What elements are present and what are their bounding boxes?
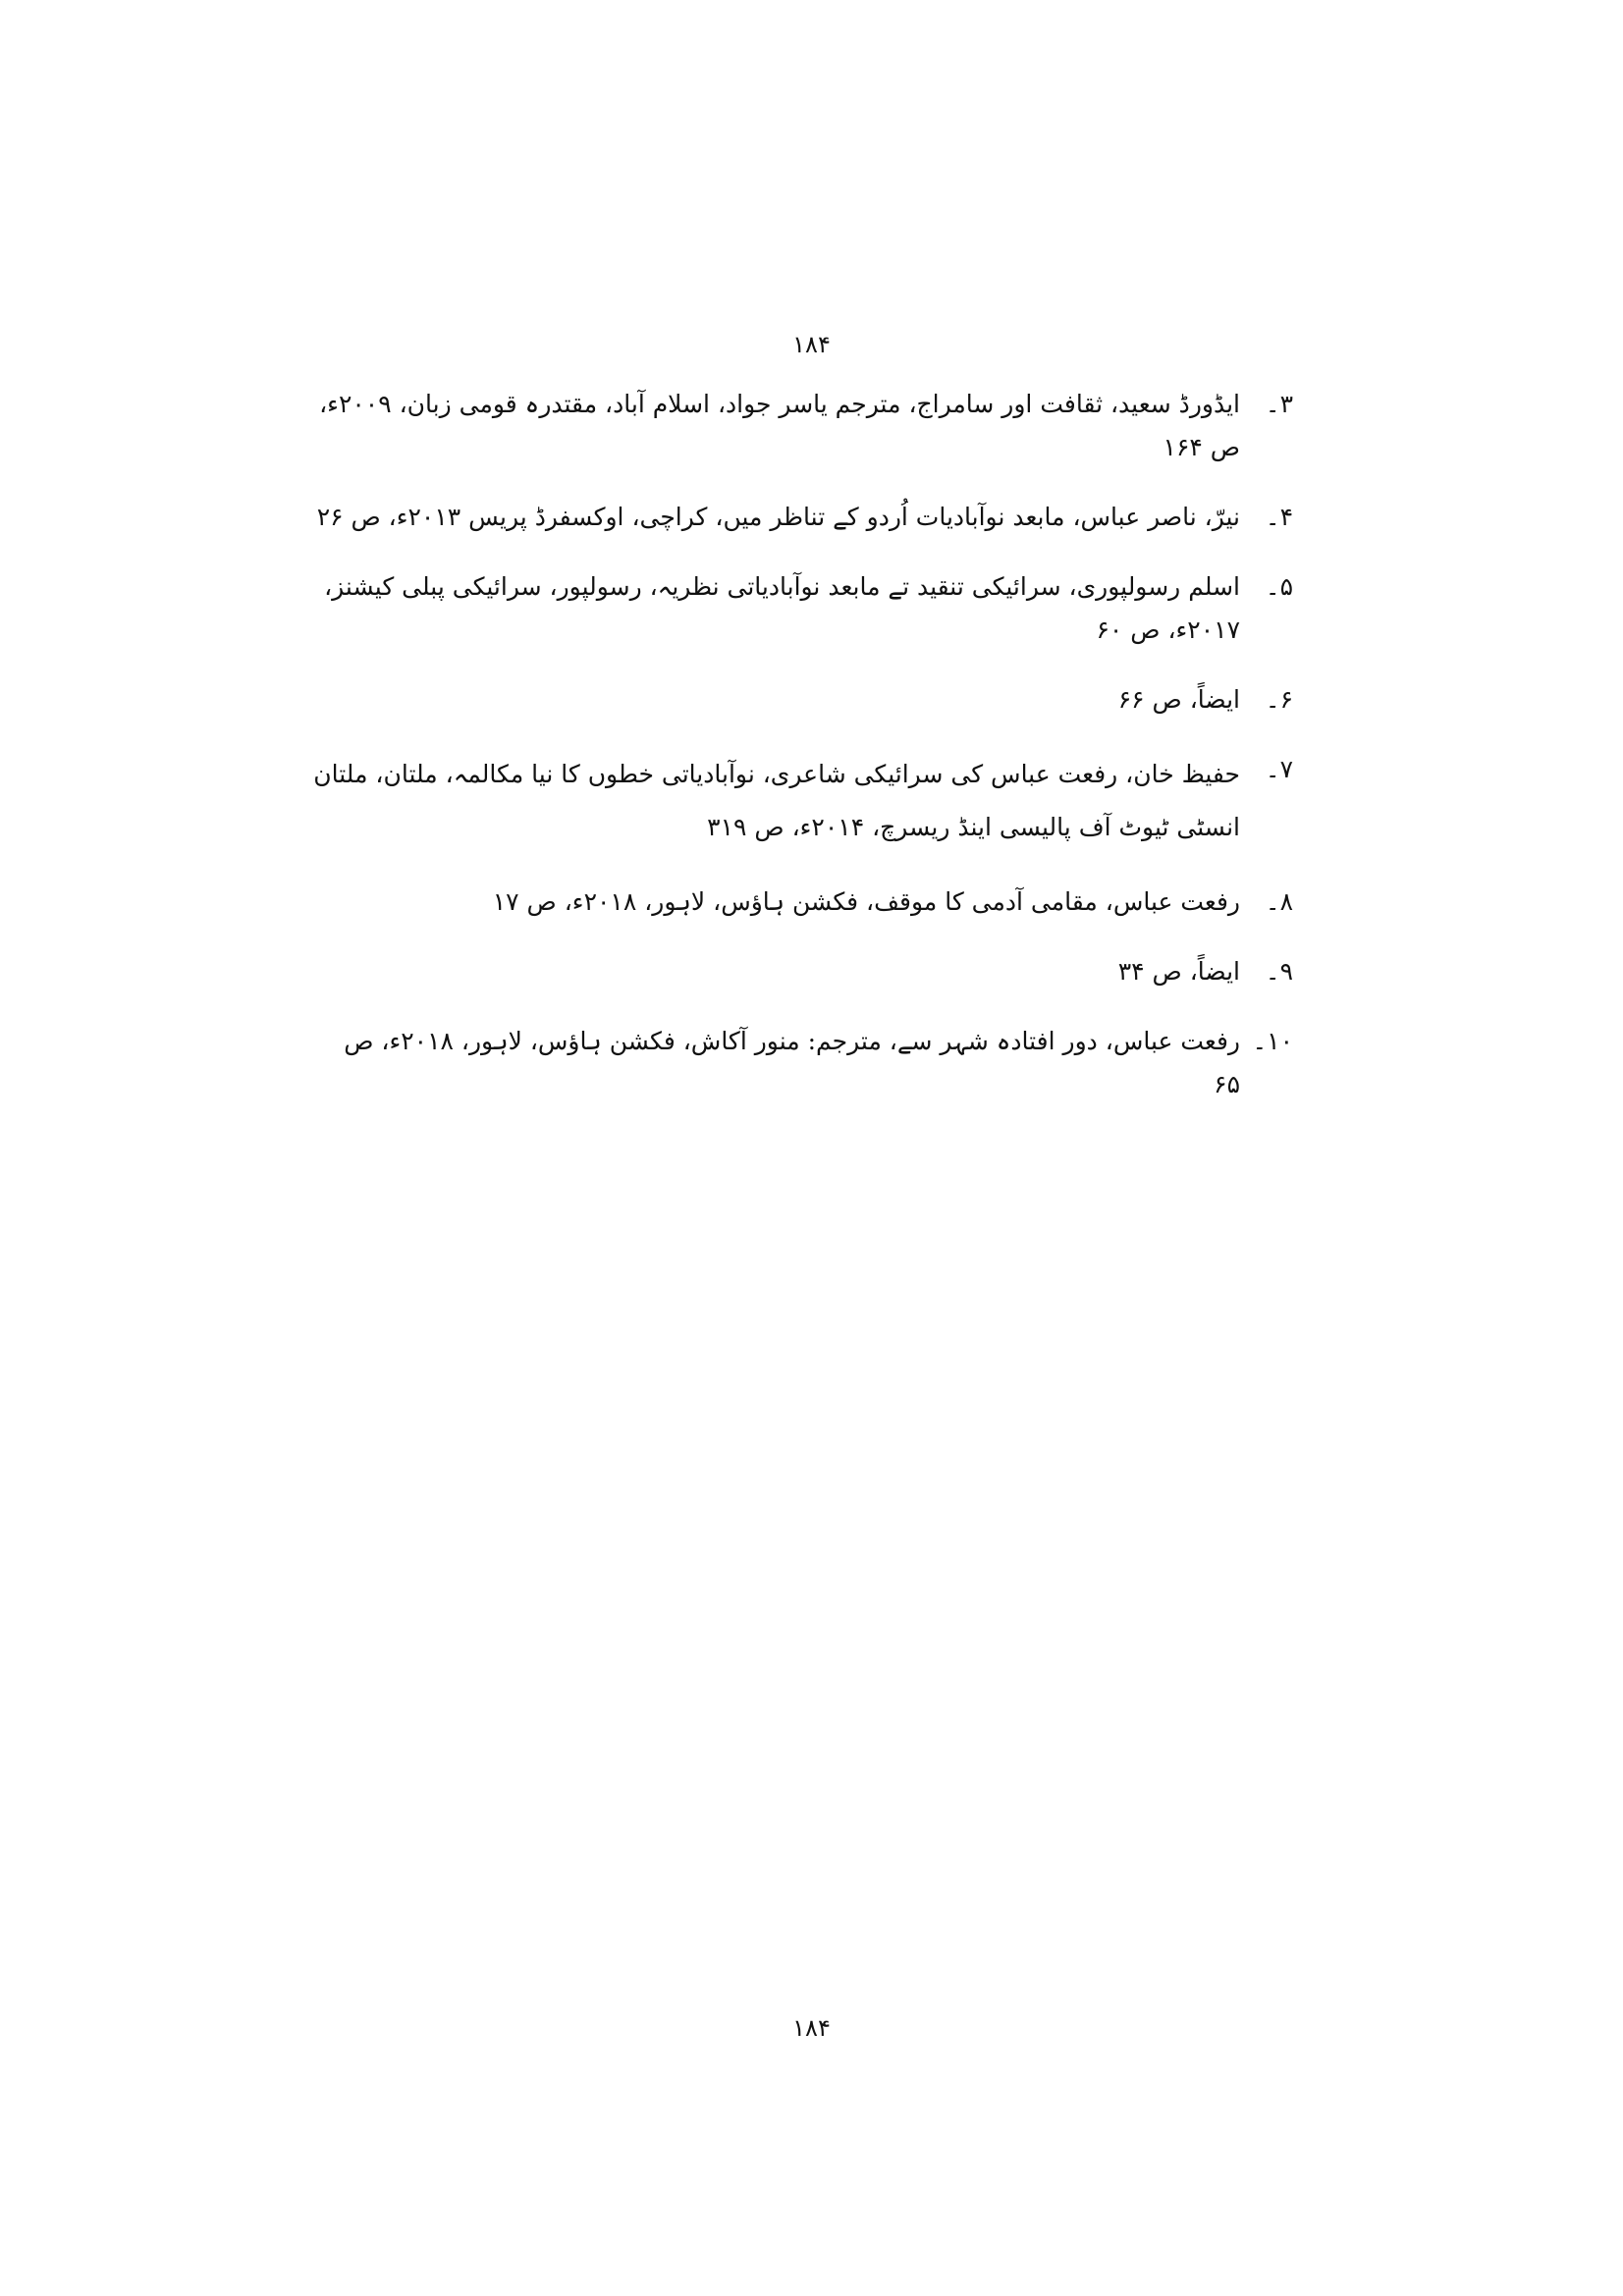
footnote-text: حفیظ خان، رفعت عباس کی سرائیکی شاعری، نوآبادیاتی خطوں کا نیا مکالمہ، ملتان، ملتان انسٹی ٹیوٹ آف پالیسی اینڈ ریسرچ، ۲۰۱۴ء، ص ۳۱۹ <box>313 760 1240 841</box>
footnote-5 <box>311 565 1293 652</box>
footnote-3 <box>311 383 1293 469</box>
footnotes-list <box>311 383 1293 1133</box>
footnote-7 <box>311 748 1293 854</box>
footnote-number: ۴۔ <box>1265 503 1293 531</box>
footnote-text: ایڈورڈ سعید، ثقافت اور سامراج، مترجم یاسر جواد، اسلام آباد، مقتدرہ قومی زبان، ۲۰۰۹ء، ص ۱۶۴ <box>319 390 1240 461</box>
footnote-text: اسلم رسولپوری، سرائیکی تنقید تے مابعد نوآبادیاتی نظریہ، رسولپور، سرائیکی پبلی کیشنز، ۲۰۱۷ء، ص ۶۰ <box>324 572 1240 644</box>
footnote-number: ۱۰۔ <box>1252 1027 1293 1055</box>
footnote-number: ۷۔ <box>1265 755 1293 783</box>
footnote-4 <box>311 496 1293 539</box>
footnote-number: ۵۔ <box>1265 572 1293 601</box>
footnote-text: ایضاً، ص ۳۴ <box>1117 957 1240 986</box>
footnote-text: رفعت عباس، دور افتادہ شہر سے، مترجم: منور آکاش، فکشن ہاؤس، لاہور، ۲۰۱۸ء، ص ۶۵ <box>344 1027 1240 1098</box>
footnote-text: نیرّ، ناصر عباس، مابعد نوآبادیات اُردو کے تناظر میں، کراچی، اوکسفرڈ پریس ۲۰۱۳ء، ص ۲۶ <box>316 503 1240 531</box>
footnote-number: ۳۔ <box>1265 390 1293 418</box>
footnote-10 <box>311 1020 1293 1106</box>
page-number-bottom: ۱۸۴ <box>792 2014 831 2042</box>
footnote-number: ۶۔ <box>1265 685 1293 714</box>
footnote-8 <box>311 881 1293 924</box>
page-number-top: ۱۸۴ <box>792 331 831 358</box>
footnote-text: رفعت عباس، مقامی آدمی کا موقف، فکشن ہاؤس، لاہور، ۲۰۱۸ء، ص ۱۷ <box>492 887 1240 916</box>
footnote-9 <box>311 950 1293 993</box>
footnote-6 <box>311 678 1293 721</box>
footnote-number: ۸۔ <box>1265 887 1293 916</box>
footnote-text: ایضاً، ص ۶۶ <box>1117 685 1240 714</box>
footnote-number: ۹۔ <box>1265 957 1293 986</box>
